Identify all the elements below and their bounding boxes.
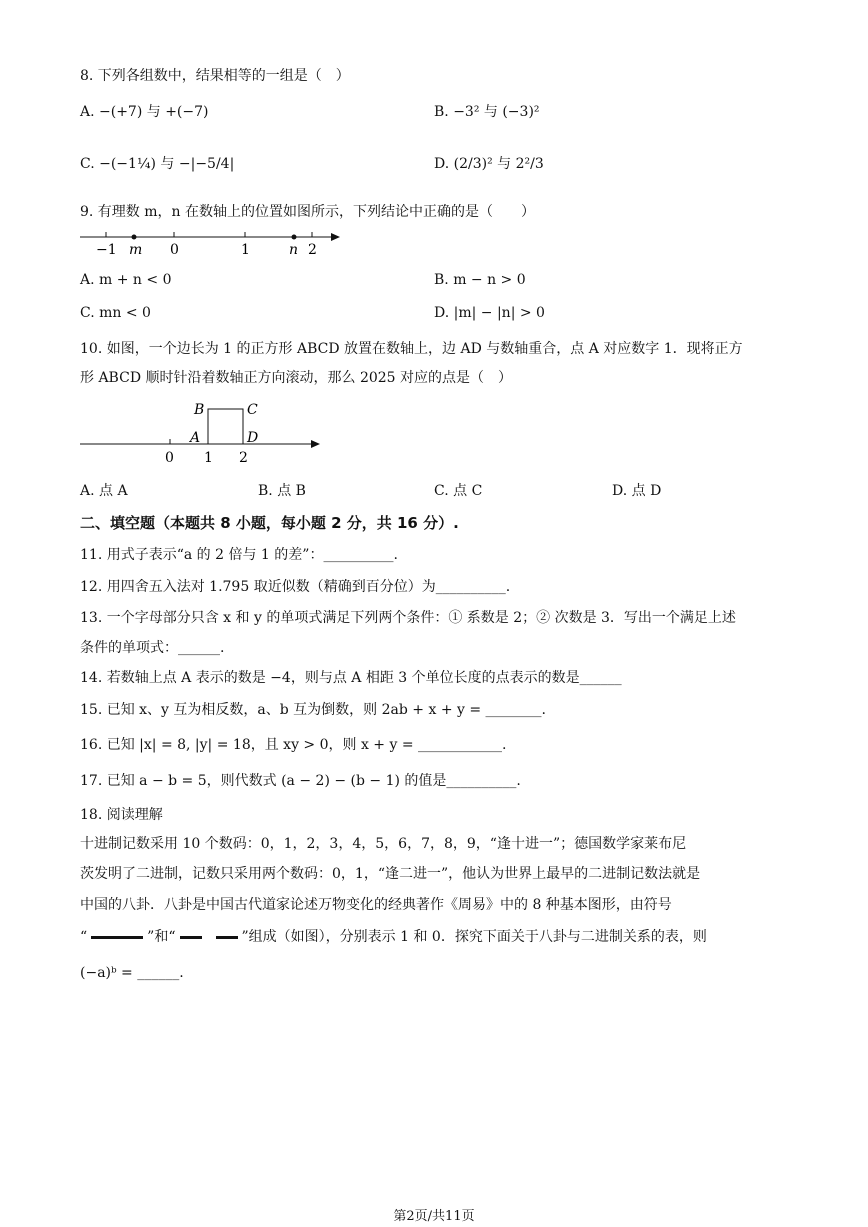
q8-stem: 8. 下列各组数中，结果相等的一组是（ ） [80,68,350,84]
axis-label-minus1: −1 [96,242,117,258]
q9-option-b: B. m − n > 0 [434,272,526,288]
quote-open: “ [80,929,88,945]
q14: 14. 若数轴上点 A 表示的数是 −4，则与点 A 相距 3 个单位长度的点表示的数是______ [80,670,622,686]
q8-option-c: C. −(−1¼) 与 −|−5/4| [80,156,235,172]
q8-option-d: D. (2/3)² 与 2²/3 [434,156,544,172]
q15: 15. 已知 x、y 互为相反数，a、b 互为倒数，则 2ab + x + y = ________. [80,702,546,718]
axis-label-2: 2 [308,242,317,258]
vertex-b: B [194,402,205,418]
axis-label-n: n [289,242,299,258]
page-footer: 第2页/共11页 [393,1209,475,1224]
q8-option-a: A. −(+7) 与 +(−7) [80,104,209,120]
q18-para-line3: 中国的八卦．八卦是中国古代道家论述万物变化的经典著作《周易》中的 8 种基本图形，由符号 [80,897,672,913]
q10-stem-line1: 10. 如图，一个边长为 1 的正方形 ABCD 放置在数轴上，边 AD 与数轴重合，点 A 对应数字 1．现将正方 [80,341,743,357]
q18-answer: (−a)ᵇ = ______. [80,965,184,981]
q11: 11. 用式子表示“a 的 2 倍与 1 的差”：__________. [80,547,398,563]
vertex-d: D [247,430,259,446]
q13-line1: 13. 一个字母部分只含 x 和 y 的单项式满足下列两个条件：① 系数是 2；② 次数是 3．写出一个满足上述 [80,610,736,626]
yin-line-icon [180,936,238,939]
q10-square-figure [78,396,328,468]
axis-label-0: 0 [170,242,179,258]
fig-label-1: 1 [204,450,213,466]
q9-option-d: D. |m| − |n| > 0 [434,305,545,321]
q18-para-line4 [80,927,707,947]
q10-option-c: C. 点 C [434,483,483,499]
axis-label-m: m [129,242,143,258]
fig-label-0: 0 [165,450,174,466]
quote-mid: ”和“ [147,929,176,945]
q17: 17. 已知 a − b = 5，则代数式 (a − 2) − (b − 1) 的值是__________. [80,773,521,789]
q9-option-c: C. mn < 0 [80,305,151,321]
q18-para-line1: 十进制记数采用 10 个数码：0，1，2，3，4，5，6，7，8，9，“逢十进一”；德国数学家莱布尼 [80,836,687,852]
q9-option-a: A. m + n < 0 [80,272,172,288]
q9-number-line [78,228,348,260]
vertex-a: A [190,430,201,446]
q10-option-a: A. 点 A [80,483,128,499]
yang-line-icon [91,936,143,939]
q8-option-b: B. −3² 与 (−3)² [434,104,540,120]
q10-option-b: B. 点 B [258,483,306,499]
q10-stem-line2: 形 ABCD 顺时针沿着数轴正方向滚动，那么 2025 对应的点是（ ） [80,370,513,386]
q18-title: 18. 阅读理解 [80,807,163,823]
section-heading: 二、填空题（本题共 8 小题，每小题 2 分，共 16 分）. [80,514,459,532]
axis-label-1: 1 [241,242,250,258]
q18-para-line2: 茨发明了二进制，记数只采用两个数码：0，1，“逢二进一”，他认为世界上最早的二进制记数法就是 [80,866,701,882]
q16: 16. 已知 |x| = 8, |y| = 18，且 xy > 0，则 x + y = ____________. [80,737,507,753]
q12: 12. 用四舍五入法对 1.795 取近似数（精确到百分位）为__________. [80,579,511,595]
q9-stem: 9. 有理数 m，n 在数轴上的位置如图所示，下列结论中正确的是（ ） [80,204,535,220]
quote-close: ”组成（如图），分别表示 1 和 0．探究下面关于八卦与二进制关系的表，则 [241,929,707,945]
q10-option-d: D. 点 D [612,483,662,499]
vertex-c: C [247,402,258,418]
fig-label-2: 2 [239,450,248,466]
q13-line2: 条件的单项式：______. [80,640,225,656]
